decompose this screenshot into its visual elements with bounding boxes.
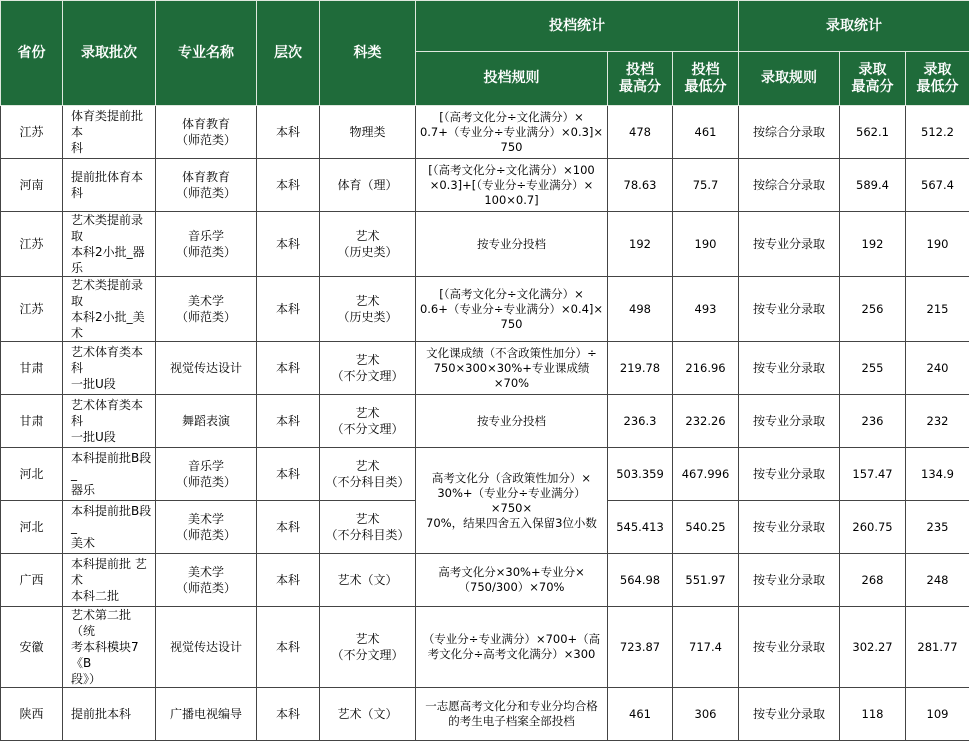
- cell-subject: 体育（理）: [320, 159, 416, 212]
- cell-subject: 艺术 （不分文理）: [320, 607, 416, 688]
- cell-tou-rule: （专业分÷专业满分）×700+（高 考文化分÷高考文化满分）×300: [416, 607, 608, 688]
- cell-lu-rule: 按专业分录取: [739, 342, 840, 395]
- table-row: [1, 688, 969, 741]
- cell-tou-min: 717.4: [673, 607, 739, 688]
- cell-province: 江苏: [1, 277, 63, 342]
- cell-subject: 艺术（文）: [320, 688, 416, 741]
- cell-lu-max: 236: [840, 395, 906, 448]
- cell-lu-max: 302.27: [840, 607, 906, 688]
- cell-lu-min: 190: [906, 212, 969, 277]
- cell-lu-max: 256: [840, 277, 906, 342]
- header-level: 层次: [257, 1, 320, 106]
- cell-tou-max: 461: [608, 688, 673, 741]
- cell-batch: 体育类提前批本 科: [63, 106, 156, 159]
- cell-lu-min: 248: [906, 554, 969, 607]
- cell-lu-min: 512.2: [906, 106, 969, 159]
- cell-tou-max: 498: [608, 277, 673, 342]
- cell-tou-min: 493: [673, 277, 739, 342]
- cell-tou-rule: 文化课成绩（不含政策性加分）÷ 750×300×30%+专业课成绩×70%: [416, 342, 608, 395]
- cell-major: 广播电视编导: [156, 688, 257, 741]
- header-tou-min: 投档 最低分: [673, 52, 739, 106]
- cell-lu-rule: 按专业分录取: [739, 277, 840, 342]
- cell-batch: 艺术类提前录取 本科2小批_器乐: [63, 212, 156, 277]
- cell-tou-rule: 高考文化分×30%+专业分× （750/300）×70%: [416, 554, 608, 607]
- cell-lu-rule: 按专业分录取: [739, 501, 840, 554]
- cell-lu-min: 215: [906, 277, 969, 342]
- cell-tou-min: 461: [673, 106, 739, 159]
- cell-lu-max: 589.4: [840, 159, 906, 212]
- cell-major: 美术学 （师范类）: [156, 501, 257, 554]
- cell-tou-min: 540.25: [673, 501, 739, 554]
- cell-level: 本科: [257, 395, 320, 448]
- cell-major: 音乐学 （师范类）: [156, 212, 257, 277]
- cell-tou-max: 236.3: [608, 395, 673, 448]
- header-lu-rule: 录取规则: [739, 52, 840, 106]
- cell-tou-min: 551.97: [673, 554, 739, 607]
- cell-province: 河南: [1, 159, 63, 212]
- cell-level: 本科: [257, 277, 320, 342]
- header-lu-min: 录取 最低分: [906, 52, 969, 106]
- cell-lu-min: 232: [906, 395, 969, 448]
- cell-subject: 艺术（文）: [320, 554, 416, 607]
- cell-province: 河北: [1, 501, 63, 554]
- cell-lu-max: 255: [840, 342, 906, 395]
- cell-subject: 艺术 （不分科目类）: [320, 448, 416, 501]
- cell-tou-min: 232.26: [673, 395, 739, 448]
- cell-lu-max: 192: [840, 212, 906, 277]
- table-row: [1, 277, 969, 342]
- table-row: [1, 448, 969, 501]
- cell-province: 广西: [1, 554, 63, 607]
- cell-tou-rule: 按专业分投档: [416, 395, 608, 448]
- cell-lu-max: 118: [840, 688, 906, 741]
- table-row: [1, 212, 969, 277]
- cell-batch: 艺术类提前录取 本科2小批_美术: [63, 277, 156, 342]
- cell-lu-min: 109: [906, 688, 969, 741]
- header-tou-group: 投档统计: [416, 1, 739, 52]
- table-row: [1, 159, 969, 212]
- cell-lu-max: 157.47: [840, 448, 906, 501]
- cell-subject: 艺术 （历史类）: [320, 277, 416, 342]
- cell-batch: 艺术体育类本科 一批U段: [63, 395, 156, 448]
- cell-lu-rule: 按专业分录取: [739, 395, 840, 448]
- header-lu-group: 录取统计: [739, 1, 969, 52]
- cell-level: 本科: [257, 106, 320, 159]
- cell-lu-rule: 按专业分录取: [739, 212, 840, 277]
- table-row: [1, 342, 969, 395]
- cell-major: 舞蹈表演: [156, 395, 257, 448]
- cell-tou-min: 75.7: [673, 159, 739, 212]
- cell-tou-rule: [（高考文化分÷文化满分）× 0.6+（专业分÷专业满分）×0.4]× 750: [416, 277, 608, 342]
- cell-level: 本科: [257, 212, 320, 277]
- cell-tou-rule: 按专业分投档: [416, 212, 608, 277]
- cell-batch: 本科提前批 艺术 本科二批: [63, 554, 156, 607]
- table-row: [1, 554, 969, 607]
- cell-tou-min: 216.96: [673, 342, 739, 395]
- cell-level: 本科: [257, 342, 320, 395]
- cell-major: 美术学 （师范类）: [156, 554, 257, 607]
- cell-batch: 提前批本科: [63, 688, 156, 741]
- cell-lu-rule: 按专业分录取: [739, 607, 840, 688]
- cell-lu-min: 134.9: [906, 448, 969, 501]
- cell-tou-rule: 一志愿高考文化分和专业分均合格 的考生电子档案全部投档: [416, 688, 608, 741]
- cell-province: 陕西: [1, 688, 63, 741]
- cell-subject: 艺术 （不分文理）: [320, 395, 416, 448]
- cell-major: 视觉传达设计: [156, 342, 257, 395]
- cell-tou-max: 192: [608, 212, 673, 277]
- cell-batch: 提前批体育本科: [63, 159, 156, 212]
- table-row: [1, 607, 969, 688]
- cell-tou-rule: [（高考文化分÷文化满分）×100 ×0.3]+[（专业分÷专业满分）× 100×0.7]: [416, 159, 608, 212]
- cell-level: 本科: [257, 554, 320, 607]
- cell-lu-max: 260.75: [840, 501, 906, 554]
- cell-subject: 物理类: [320, 106, 416, 159]
- header-province: 省份: [1, 1, 63, 106]
- cell-batch: 本科提前批B段_ 器乐: [63, 448, 156, 501]
- table-row: [1, 395, 969, 448]
- cell-lu-min: 281.77: [906, 607, 969, 688]
- cell-batch: 艺术体育类本科 一批U段: [63, 342, 156, 395]
- cell-tou-max: 478: [608, 106, 673, 159]
- cell-tou-max: 564.98: [608, 554, 673, 607]
- cell-province: 河北: [1, 448, 63, 501]
- cell-subject: 艺术 （历史类）: [320, 212, 416, 277]
- table-row: [1, 106, 969, 159]
- cell-tou-max: 723.87: [608, 607, 673, 688]
- cell-level: 本科: [257, 688, 320, 741]
- cell-major: 音乐学 （师范类）: [156, 448, 257, 501]
- cell-tou-rule: [（高考文化分÷文化满分）× 0.7+（专业分÷专业满分）×0.3]× 750: [416, 106, 608, 159]
- cell-tou-min: 190: [673, 212, 739, 277]
- cell-subject: 艺术 （不分科目类）: [320, 501, 416, 554]
- cell-lu-rule: 按专业分录取: [739, 448, 840, 501]
- header-tou-rule: 投档规则: [416, 52, 608, 106]
- cell-province: 江苏: [1, 212, 63, 277]
- header-batch: 录取批次: [63, 1, 156, 106]
- cell-province: 甘肃: [1, 395, 63, 448]
- cell-level: 本科: [257, 448, 320, 501]
- cell-lu-rule: 按专业分录取: [739, 688, 840, 741]
- cell-tou-rule-merged: 高考文化分（含政策性加分）× 30%+（专业分÷专业满分）×750× 70%，结果四舍五入保留3位小数: [416, 448, 608, 554]
- cell-major: 体育教育 （师范类）: [156, 106, 257, 159]
- cell-lu-rule: 按专业分录取: [739, 554, 840, 607]
- cell-tou-max: 78.63: [608, 159, 673, 212]
- cell-level: 本科: [257, 501, 320, 554]
- header-tou-max: 投档 最高分: [608, 52, 673, 106]
- cell-batch: 艺术第二批（统 考本科模块7《B 段》）: [63, 607, 156, 688]
- cell-lu-min: 240: [906, 342, 969, 395]
- header-subject: 科类: [320, 1, 416, 106]
- cell-lu-max: 268: [840, 554, 906, 607]
- cell-lu-min: 567.4: [906, 159, 969, 212]
- cell-subject: 艺术 （不分文理）: [320, 342, 416, 395]
- cell-province: 甘肃: [1, 342, 63, 395]
- cell-major: 视觉传达设计: [156, 607, 257, 688]
- cell-tou-min: 467.996: [673, 448, 739, 501]
- cell-lu-min: 235: [906, 501, 969, 554]
- header-lu-max: 录取 最高分: [840, 52, 906, 106]
- cell-level: 本科: [257, 607, 320, 688]
- cell-major: 美术学 （师范类）: [156, 277, 257, 342]
- cell-tou-max: 545.413: [608, 501, 673, 554]
- cell-major: 体育教育 （师范类）: [156, 159, 257, 212]
- cell-tou-min: 306: [673, 688, 739, 741]
- cell-province: 安徽: [1, 607, 63, 688]
- header-major: 专业名称: [156, 1, 257, 106]
- cell-lu-rule: 按综合分录取: [739, 106, 840, 159]
- cell-batch: 本科提前批B段_ 美术: [63, 501, 156, 554]
- cell-lu-max: 562.1: [840, 106, 906, 159]
- cell-lu-rule: 按综合分录取: [739, 159, 840, 212]
- cell-tou-max: 219.78: [608, 342, 673, 395]
- cell-level: 本科: [257, 159, 320, 212]
- cell-province: 江苏: [1, 106, 63, 159]
- cell-tou-max: 503.359: [608, 448, 673, 501]
